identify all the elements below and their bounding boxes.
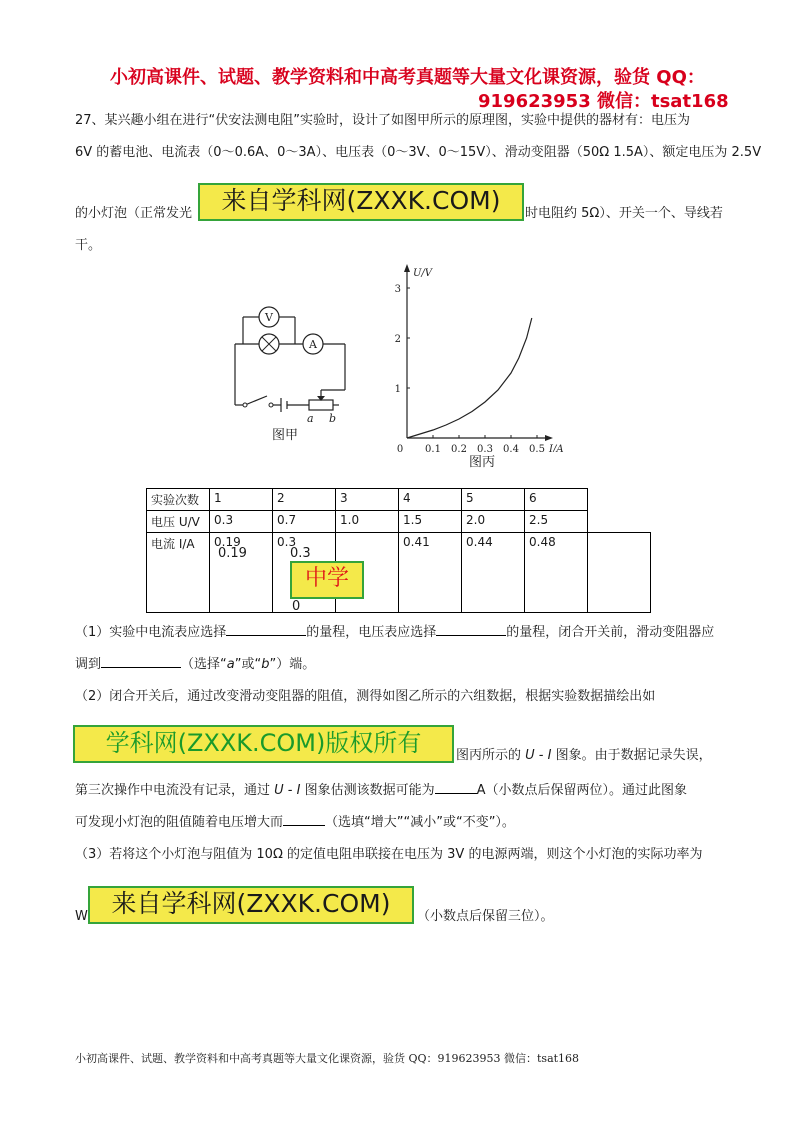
- question-intro-line-3b: 时电阻约 5Ω）、开关一个、导线若: [525, 206, 723, 221]
- y-tick-label: 1: [394, 384, 401, 395]
- part-2-text-c3: 图象估测该数据可能为: [304, 783, 435, 798]
- answer-blank[interactable]: [436, 635, 506, 636]
- x-tick-label: 0.4: [503, 444, 519, 452]
- table-cell: 3: [336, 489, 399, 511]
- x-axis-label: I/A: [549, 444, 564, 452]
- x-axis-arrow-icon: [545, 435, 553, 441]
- terminal-a-label: a: [307, 412, 314, 425]
- table-cell: 2.5: [525, 511, 588, 533]
- x-tick-label: 0.1: [425, 444, 441, 452]
- voltmeter-label: V: [265, 311, 273, 324]
- option-b: b: [261, 657, 270, 672]
- table-cell: 0.3: [210, 511, 273, 533]
- table-row: [147, 489, 651, 511]
- table-cell-value: 0.3: [290, 546, 311, 561]
- ui-symbol: U - I: [521, 748, 556, 763]
- table-cell-extra: 0: [292, 599, 301, 614]
- part-2-text-d: 可发现小灯泡的阻值随着电压增大而: [75, 815, 284, 830]
- table-cell: [588, 533, 651, 613]
- table-cell: 0.41: [399, 533, 462, 613]
- graph-caption: 图丙: [469, 455, 496, 470]
- voltmeter-icon: [259, 307, 279, 327]
- table-cell: 4: [399, 489, 462, 511]
- header-line-1: 小初高课件、试题、教学资料和中高考真题等大量文化课资源，验货 QQ：: [110, 67, 705, 88]
- part-1-text-f: ”或“: [234, 657, 262, 672]
- switch-terminal-icon: [269, 403, 273, 407]
- part-2-text-d2: （选填“增大”“减小”或“不变”）。: [325, 815, 515, 830]
- switch-terminal-icon: [243, 403, 247, 407]
- table-cell: 0.44: [462, 533, 525, 613]
- part-2-text-b: 图丙所示的: [456, 748, 522, 763]
- part-1-text-c: 的量程，闭合开关前，滑动变阻器应: [506, 625, 715, 640]
- table-cell: 0.19: [210, 533, 273, 613]
- question-intro-line-1: 27、某兴趣小组在进行“伏安法测电阻”实验时，设计了如图甲所示的原理图，实验中提供的器材有：电压为: [75, 113, 691, 128]
- ui-graph: [385, 262, 565, 452]
- part-1-text-g: ”）端。: [269, 657, 316, 672]
- y-axis-arrow-icon: [404, 264, 410, 272]
- answer-blank[interactable]: [435, 793, 477, 794]
- circuit-caption: 图甲: [272, 428, 299, 443]
- table-cell: 电流 I/A: [147, 533, 210, 613]
- lamp-icon: [259, 334, 279, 354]
- part-2-line-1: （2）闭合开关后，通过改变滑动变阻器的阻值，测得如图乙所示的六组数据，根据实验数据描绘出如: [75, 689, 656, 704]
- x-tick-label: 0.5: [529, 444, 545, 452]
- header-line-2: 919623953 微信：tsat168: [478, 91, 729, 112]
- part-3-unit: W: [75, 909, 88, 924]
- part-2-line-2: [456, 747, 712, 765]
- ui-curve: [407, 318, 532, 438]
- table-cell: 2: [273, 489, 336, 511]
- ammeter-icon: [303, 334, 323, 354]
- part-1-line-1: [75, 624, 714, 642]
- table-cell: 0.48: [525, 533, 588, 613]
- part-1-text-b: 的量程，电压表应选择: [306, 625, 437, 640]
- answer-blank[interactable]: [283, 825, 325, 826]
- table-cell: 1: [210, 489, 273, 511]
- part-1-text-e: （选择“: [181, 657, 227, 672]
- question-intro-line-2: 6V 的蓄电池、电流表（0～0.6A、0～3A）、电压表（0～3V、0～15V）、滑动变阻器（50Ω 1.5A）、额定电压为 2.5V: [75, 145, 762, 160]
- table-cell: 电压 U/V: [147, 511, 210, 533]
- answer-blank[interactable]: [226, 635, 306, 636]
- table-cell: 0.7: [273, 511, 336, 533]
- table-row: [147, 511, 651, 533]
- terminal-b-label: b: [329, 412, 337, 425]
- y-tick-label: 2: [394, 334, 401, 345]
- part-3-text-c: （小数点后保留三位）。: [417, 909, 554, 924]
- question-intro-line-3a: 的小灯泡（正常发光: [75, 206, 193, 221]
- footer-text: 小初高课件、试题、教学资料和中高考真题等大量文化课资源，验货 QQ：919623953 微信：tsat168: [75, 1052, 580, 1065]
- part-2-text-c: 第三次操作中电流没有记录，通过: [75, 783, 271, 798]
- table-cell-text: 0.3: [277, 535, 297, 549]
- watermark-banner: 学科网(ZXXK.COM)版权所有: [73, 725, 454, 763]
- table-cell: 2.0: [462, 511, 525, 533]
- watermark-banner: 来自学科网(ZXXK.COM): [88, 886, 414, 924]
- part-3-line-1: （3）若将这个小灯泡与阻值为 10Ω 的定值电阻串联接在电压为 3V 的电源两端，则这个小灯泡的实际功率为: [75, 847, 703, 862]
- watermark-banner: 来自学科网(ZXXK.COM): [198, 183, 524, 221]
- part-2-line-4: [75, 814, 515, 832]
- ui-symbol: U - I: [270, 783, 305, 798]
- table-cell: 6: [525, 489, 588, 511]
- answer-blank[interactable]: [101, 667, 181, 668]
- table-cell: 实验次数: [147, 489, 210, 511]
- watermark-banner: 中学: [290, 561, 364, 599]
- y-tick-label: 3: [394, 284, 401, 295]
- table-cell-value: 0.19: [218, 546, 247, 561]
- option-a: a: [226, 657, 235, 672]
- y-axis-label: U/V: [413, 268, 433, 279]
- circuit-diagram: [225, 300, 355, 440]
- part-2-text-b3: 图象。由于数据记录失误，: [555, 748, 712, 763]
- part-2-line-3: [75, 782, 687, 800]
- part-1-text-a: （1）实验中电流表应选择: [75, 625, 227, 640]
- table-cell: 5: [462, 489, 525, 511]
- table-cell: 1.0: [336, 511, 399, 533]
- question-intro-line-4: 干。: [75, 238, 102, 253]
- part-1-text-d: 调到: [75, 657, 102, 672]
- x-tick-label: 0: [396, 444, 404, 452]
- x-tick-label: 0.2: [451, 444, 467, 452]
- table-cell: 1.5: [399, 511, 462, 533]
- part-2-text-c4: A（小数点后保留两位）。通过此图象: [476, 783, 688, 798]
- ammeter-label: A: [309, 338, 317, 351]
- x-tick-label: 0.3: [477, 444, 493, 452]
- part-1-line-2: [75, 656, 315, 674]
